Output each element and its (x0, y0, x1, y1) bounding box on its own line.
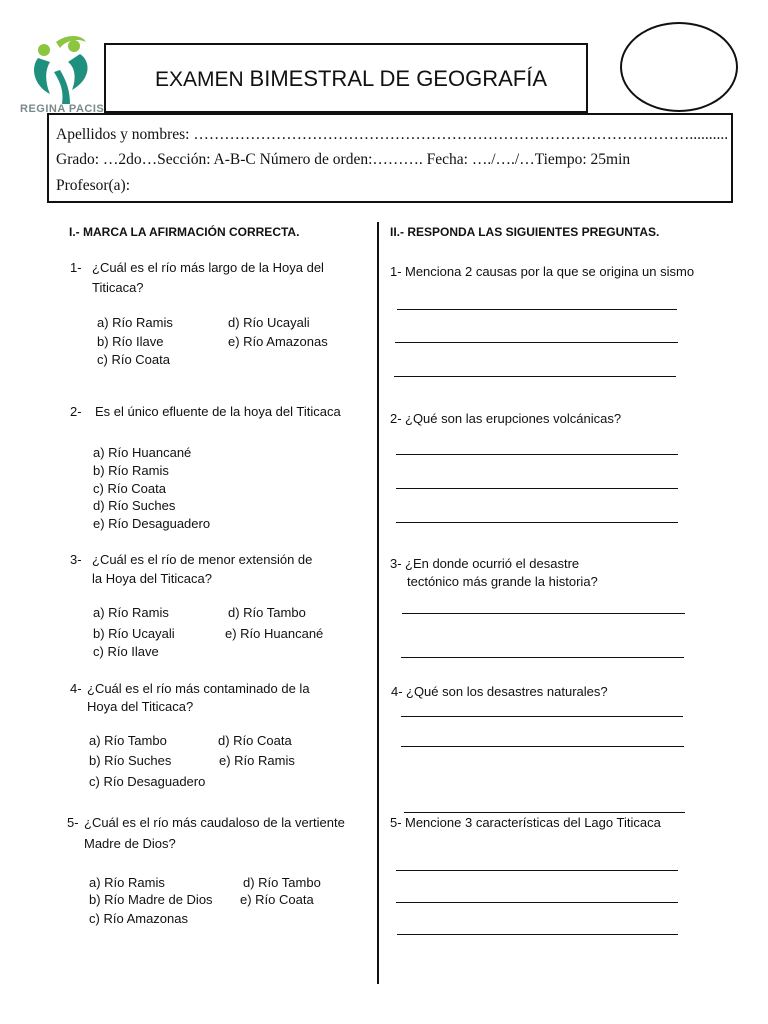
left-q4-option-c[interactable]: c) Río Desaguadero (89, 774, 206, 789)
left-q4-option-e[interactable]: e) Río Ramis (219, 753, 295, 768)
right-q3-number: 3- (390, 556, 402, 571)
section-2-title: II.- RESPONDA LAS SIGUIENTES PREGUNTAS. (390, 225, 660, 239)
name-line: Apellidos y nombres: …………………………………………………………………………………….......... (56, 126, 729, 143)
answer-line[interactable] (401, 746, 684, 747)
left-q3-option-c[interactable]: c) Río Ilave (93, 644, 159, 659)
answer-line[interactable] (401, 716, 683, 717)
left-q5-number: 5- (67, 815, 79, 830)
left-q5-text-1: ¿Cuál es el río más caudaloso de la vertiente (84, 815, 345, 830)
left-q5-option-c[interactable]: c) Río Amazonas (89, 911, 188, 926)
answer-line[interactable] (401, 657, 684, 658)
grade-line: Grado: …2do…Sección: A-B-C Número de orden:………. Fecha: …./…./…Tiempo: 25min (56, 151, 631, 168)
left-q5-text-2: Madre de Dios? (84, 836, 176, 851)
left-q2-option-c[interactable]: c) Río Coata (93, 481, 166, 496)
left-q3-text-1: ¿Cuál es el río de menor extensión de (92, 552, 313, 567)
title-part-1: EXAMEN (155, 68, 244, 91)
right-q5-text-1: Mencione 3 características del Lago Titicaca (405, 815, 661, 830)
left-q1-option-c[interactable]: c) Río Coata (97, 352, 170, 367)
answer-line[interactable] (402, 613, 685, 614)
right-q1-text-1: Menciona 2 causas por la que se origina un sismo (405, 264, 695, 279)
left-q2-option-b[interactable]: b) Río Ramis (93, 463, 169, 478)
answer-line[interactable] (397, 934, 678, 935)
left-q1-option-b[interactable]: b) Río Ilave (97, 334, 164, 349)
teacher-line: Profesor(a): (56, 177, 131, 194)
left-q3-option-a[interactable]: a) Río Ramis (93, 605, 169, 620)
left-q4-option-a[interactable]: a) Río Tambo (89, 733, 167, 748)
right-q3-text-2: tectónico más grande la historia? (407, 574, 598, 589)
left-q4-option-d[interactable]: d) Río Coata (218, 733, 292, 748)
column-divider (377, 222, 379, 984)
left-q4-number: 4- (70, 681, 82, 696)
left-q3-option-d[interactable]: d) Río Tambo (228, 605, 306, 620)
left-q3-option-e[interactable]: e) Río Huancané (225, 626, 324, 641)
left-q2-option-e[interactable]: e) Río Desaguadero (93, 516, 211, 531)
exam-title (155, 66, 547, 92)
right-q4-text-1: ¿Qué son los desastres naturales? (406, 684, 608, 699)
answer-line[interactable] (395, 342, 678, 343)
answer-line[interactable] (397, 309, 677, 310)
left-q4-option-b[interactable]: b) Río Suches (89, 753, 172, 768)
right-q2-number: 2- (390, 411, 402, 426)
answer-line[interactable] (394, 376, 676, 377)
left-q5-option-d[interactable]: d) Río Tambo (243, 875, 321, 890)
answer-line[interactable] (396, 454, 678, 455)
left-q1-number: 1- (70, 260, 82, 275)
answer-line[interactable] (396, 488, 678, 489)
left-q2-option-a[interactable]: a) Río Huancané (93, 445, 192, 460)
left-q1-option-d[interactable]: d) Río Ucayali (228, 315, 310, 330)
right-q4-number: 4- (391, 684, 403, 699)
left-q1-option-a[interactable]: a) Río Ramis (97, 315, 173, 330)
right-q5-number: 5- (390, 815, 402, 830)
left-q4-text-2: Hoya del Titicaca? (87, 699, 194, 714)
left-q1-option-e[interactable]: e) Río Amazonas (228, 334, 328, 349)
left-q2-option-d[interactable]: d) Río Suches (93, 498, 176, 513)
logo-text: REGINA PACIS (20, 103, 105, 115)
left-q5-option-e[interactable]: e) Río Coata (240, 892, 314, 907)
left-q3-number: 3- (70, 552, 82, 567)
left-q1-text-1: ¿Cuál es el río más largo de la Hoya del (92, 260, 324, 275)
answer-line[interactable] (396, 902, 678, 903)
left-q5-option-a[interactable]: a) Río Ramis (89, 875, 165, 890)
left-q4-text-1: ¿Cuál es el río más contaminado de la (87, 681, 310, 696)
grade-oval (620, 22, 738, 112)
title-part-2: BIMESTRAL DE GEOGRAFÍA (249, 66, 547, 91)
left-q5-option-b[interactable]: b) Río Madre de Dios (89, 892, 213, 907)
answer-line[interactable] (396, 870, 678, 871)
answer-line[interactable] (396, 522, 678, 523)
left-q3-option-b[interactable]: b) Río Ucayali (93, 626, 175, 641)
left-q2-number: 2- (70, 404, 82, 419)
left-q2-text-1: Es el único efluente de la hoya del Titicaca (95, 404, 341, 419)
left-q1-text-2: Titicaca? (92, 280, 144, 295)
right-q2-text-1: ¿Qué son las erupciones volcánicas? (405, 411, 622, 426)
right-q1-number: 1- (390, 264, 402, 279)
right-q3-text-1: ¿En donde ocurrió el desastre (405, 556, 580, 571)
section-1-title: I.- MARCA LA AFIRMACIÓN CORRECTA. (69, 225, 300, 239)
left-q3-text-2: la Hoya del Titicaca? (92, 571, 212, 586)
